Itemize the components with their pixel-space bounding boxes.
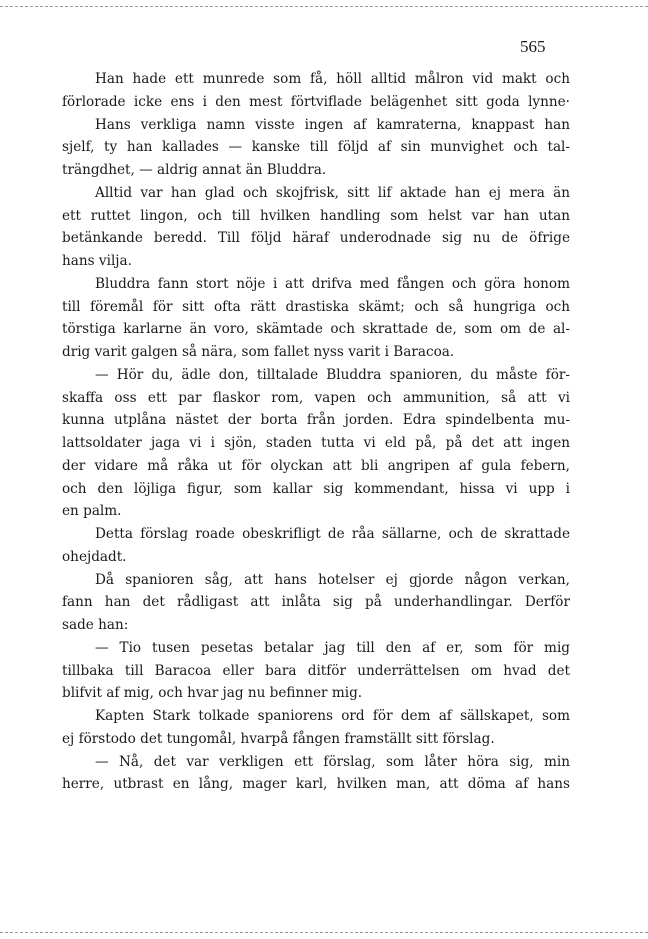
text-line: Hans verkliga namn visste ingen af kamraterna, knappast han [95, 116, 570, 133]
text-line: — Hör du, ädle don, tilltalade Bluddra spanioren, du måste för- [95, 366, 570, 383]
text-line: förlorade icke ens i den mest förtviflade belägenhet sitt goda lynne· [62, 93, 570, 110]
text-line: drig varit galgen så nära, som fallet nyss varit i Baracoa. [62, 344, 455, 360]
text-line: kunna utplåna nästet der borta från jorden. Edra spindelbenta mu- [62, 412, 570, 429]
text-line: Han hade ett munrede som få, höll alltid målron vid makt och [95, 71, 570, 87]
body-text [62, 68, 570, 796]
page-number: 565 [520, 37, 546, 56]
text-line: der vidare må råka ut för olyckan att bli angripen af gula febern, [62, 457, 570, 474]
top-scan-edge [0, 6, 648, 7]
text-line: Bluddra fann stort nöje i att drifva med fången och göra honom [95, 275, 570, 292]
text-line: — Tio tusen pesetas betalar jag till den af er, som för mig [95, 639, 570, 656]
text-line: fann han det rådligast att inlåta sig på underhandlingar. Derför [62, 594, 570, 611]
text-line: skaffa oss ett par flaskor rom, vapen och ammunition, så att vi [62, 389, 570, 406]
text-line: ej förstodo det tungomål, hvarpå fången framställt sitt förslag. [62, 730, 495, 747]
text-line: ohejdadt. [62, 548, 127, 565]
text-line: törstiga karlarne än voro, skämtade och skrattade de, som om de al- [62, 321, 570, 338]
text-line: ett ruttet lingon, och till hvilken handling som helst var han utan [62, 207, 570, 224]
text-line: till föremål för sitt ofta rätt drastiska skämt; och så hungriga och [62, 298, 570, 315]
text-line: tillbaka till Baracoa eller bara ditför underrättelsen om hvad det [62, 662, 570, 679]
bottom-scan-edge [0, 932, 648, 933]
text-line: herre, utbrast en lång, mager karl, hvilken man, att döma af hans [62, 776, 570, 793]
text-line: lattsoldater jaga vi i sjön, staden tutta vi eld på, på det att ingen [62, 435, 570, 451]
text-line: — Nå, det var verkligen ett förslag, som låter höra sig, min [95, 753, 570, 770]
text-line: Detta förslag roade obeskrifligt de råa sällarne, och de skrattade [95, 526, 570, 542]
text-line: en palm. [62, 503, 122, 520]
text-line: sade han: [62, 617, 129, 633]
text-line: Kapten Stark tolkade spaniorens ord för dem af sällskapet, som [95, 708, 570, 724]
text-line: trängdhet, — aldrig annat än Bluddra. [62, 162, 327, 178]
text-line: sjelf, ty han kallades — kanske till följd af sin munvighet och tal- [62, 139, 570, 156]
text-line: blifvit af mig, och hvar jag nu befinner mig. [62, 685, 363, 702]
text-line: Alltid var han glad och skojfrisk, sitt lif aktade han ej mera än [95, 184, 570, 201]
text-line: betänkande beredd. Till följd häraf underodnade sig nu de öfrige [62, 230, 570, 247]
text-line: hans vilja. [62, 253, 132, 269]
text-line: och den löjliga figur, som kallar sig kommendant, hissa vi upp i [62, 480, 570, 497]
text-line: Då spanioren såg, att hans hotelser ej gjorde någon verkan, [95, 571, 570, 588]
